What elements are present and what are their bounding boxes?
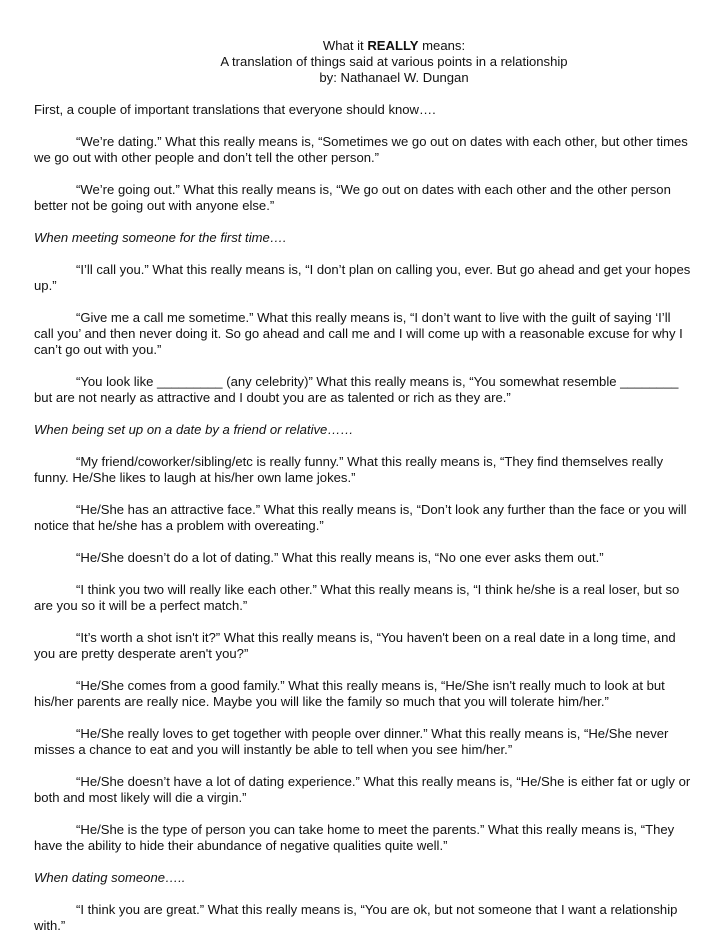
translation-paragraph: “You look like _________ (any celebrity)” What this really means is, “You somewhat resemble ________ but are not nearly as attractive and I doubt you are as talented or rich as they are.” — [34, 374, 679, 405]
document-title: What it REALLY means: — [322, 38, 466, 53]
document-body — [34, 134, 692, 934]
translation-paragraph: “It’s worth a shot isn't it?” What this really means is, “You haven't been on a real date in a long time, and you are pretty desperate aren't you?” — [34, 630, 676, 661]
intro-line: First, a couple of important translations that everyone should know…. — [34, 102, 436, 117]
translation-paragraph: “My friend/coworker/sibling/etc is really funny.” What this really means is, “They find themselves really funny. He/She likes to laugh at his/her own lame jokes.” — [34, 454, 663, 485]
translation-paragraph: “He/She really loves to get together with people over dinner.” What this really means is, “He/She never misses a chance to eat and you will instantly be able to tell when you see him/her.” — [34, 726, 669, 757]
translation-paragraph: “He/She doesn’t do a lot of dating.” What this really means is, “No one ever asks them out.” — [76, 550, 604, 565]
title-emphasis: REALLY — [367, 38, 419, 53]
translation-paragraph: “He/She has an attractive face.” What this really means is, “Don’t look any further than the face or you will notice that he/she has a problem with overeating.” — [34, 502, 687, 533]
document-header — [96, 38, 692, 86]
section-heading: When meeting someone for the first time…. — [34, 230, 287, 245]
translation-paragraph: “We’re going out.” What this really means is, “We go out on dates with each other and the other person better not be going out with anyone else.” — [34, 182, 671, 213]
translation-paragraph: “Give me a call me sometime.” What this really means is, “I don’t want to live with the guilt of saying ‘I’ll call you’ and then never doing it. So go ahead and call me and I will come up with a reasonable excuse for why I can’t go out with you.” — [34, 310, 683, 357]
translation-paragraph: “I think you two will really like each other.” What this really means is, “I think he/she is a real loser, but so are you so it will be a perfect match.” — [34, 582, 680, 613]
translation-paragraph: “He/She doesn’t have a lot of dating experience.” What this really means is, “He/She is either fat or ugly or both and most likely will die a virgin.” — [34, 774, 691, 805]
translation-paragraph: “He/She comes from a good family.” What this really means is, “He/She isn't really much to look at but his/her parents are really nice. Maybe you will like the family so much that you will tolerate him/her.” — [34, 678, 665, 709]
translation-paragraph: “I think you are great.” What this really means is, “You are ok, but not someone that I want a relationship with.” — [34, 902, 678, 933]
translation-paragraph: “I’ll call you.” What this really means is, “I don’t plan on calling you, ever. But go ahead and get your hopes up.” — [34, 262, 691, 293]
section-heading: When dating someone….. — [34, 870, 186, 885]
translation-paragraph: “We’re dating.” What this really means is, “Sometimes we go out on dates with each other, but other times we go out with other people and don’t tell the other person.” — [34, 134, 688, 165]
document-author: by: Nathanael W. Dungan — [319, 70, 469, 85]
document-subtitle: A translation of things said at various points in a relationship — [220, 54, 568, 69]
section-heading: When being set up on a date by a friend or relative…… — [34, 422, 354, 437]
translation-paragraph: “He/She is the type of person you can take home to meet the parents.” What this really means is, “They have the ability to hide their abundance of negative qualities quite well.” — [34, 822, 675, 853]
